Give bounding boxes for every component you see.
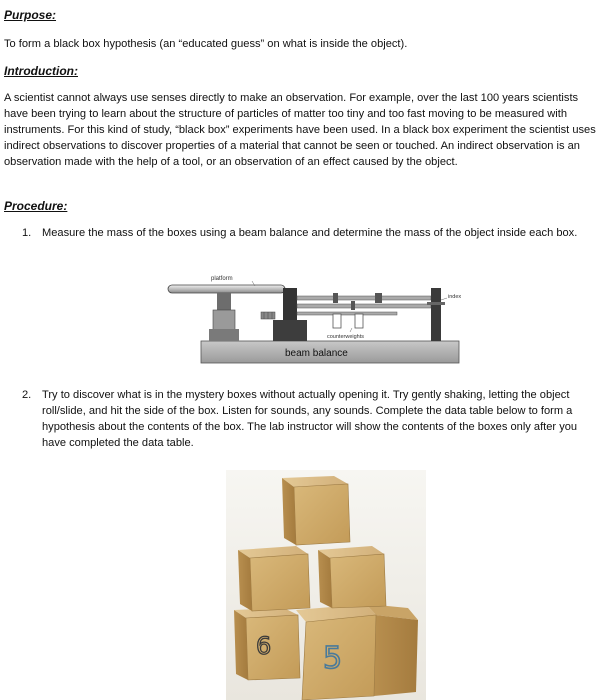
beam-balance-figure bbox=[165, 268, 465, 366]
box-5 bbox=[296, 604, 418, 700]
mystery-boxes-photo bbox=[226, 470, 426, 700]
box-middle-left bbox=[238, 546, 310, 611]
procedure-heading: Procedure: bbox=[4, 199, 68, 213]
introduction-heading: Introduction: bbox=[4, 64, 78, 78]
balance-platform bbox=[168, 285, 285, 293]
procedure-step-2 bbox=[22, 387, 597, 451]
counterweight bbox=[355, 314, 363, 328]
purpose-heading: Purpose: bbox=[4, 8, 57, 22]
step-text: Try to discover what is in the mystery boxes without actually opening it. Try gently shaking, letting the object roll/slide, and hit the side of the box. Listen for sounds, any sounds. Complete the data table below to form a hypothesis about the contents of the box. The lab instructor will show the contents of the boxes only after you have completed the data table. bbox=[42, 389, 578, 449]
box-number-5: 5 bbox=[323, 641, 343, 676]
box-top bbox=[282, 476, 350, 545]
label-index: index bbox=[448, 294, 462, 300]
purpose-text: To form a black box hypothesis (an “educated guess” on what is inside the object). bbox=[4, 38, 408, 50]
index-post bbox=[431, 288, 441, 341]
procedure-step-1 bbox=[22, 225, 597, 241]
label-counterweights: counterweights bbox=[327, 334, 364, 340]
step-number: 2. bbox=[22, 389, 32, 401]
box-number-6: 6 bbox=[256, 632, 272, 660]
step-text: Measure the mass of the boxes using a beam balance and determine the mass of the object inside each box. bbox=[42, 227, 578, 239]
box-middle-right bbox=[318, 546, 386, 608]
introduction-text: A scientist cannot always use senses directly to make an observation. For example, over the last 100 years scientists have been trying to learn about the structure of particles of matter too tiny and too fast moving to be measured with instruments. For this kind of study, “black box” experiments have been used. In a black box experiment the scientist uses indirect observations to discover properties of a material that cannot be seen or touched. An indirect observation is an observation made with the help of a tool, or an observation of an effect caused by the object. bbox=[4, 92, 596, 168]
label-beam-balance: beam balance bbox=[285, 348, 348, 359]
box-6 bbox=[234, 608, 300, 680]
balance-beam bbox=[297, 296, 431, 300]
step-number: 1. bbox=[22, 227, 32, 239]
label-platform: platform bbox=[211, 276, 233, 282]
counterweight bbox=[333, 314, 341, 328]
